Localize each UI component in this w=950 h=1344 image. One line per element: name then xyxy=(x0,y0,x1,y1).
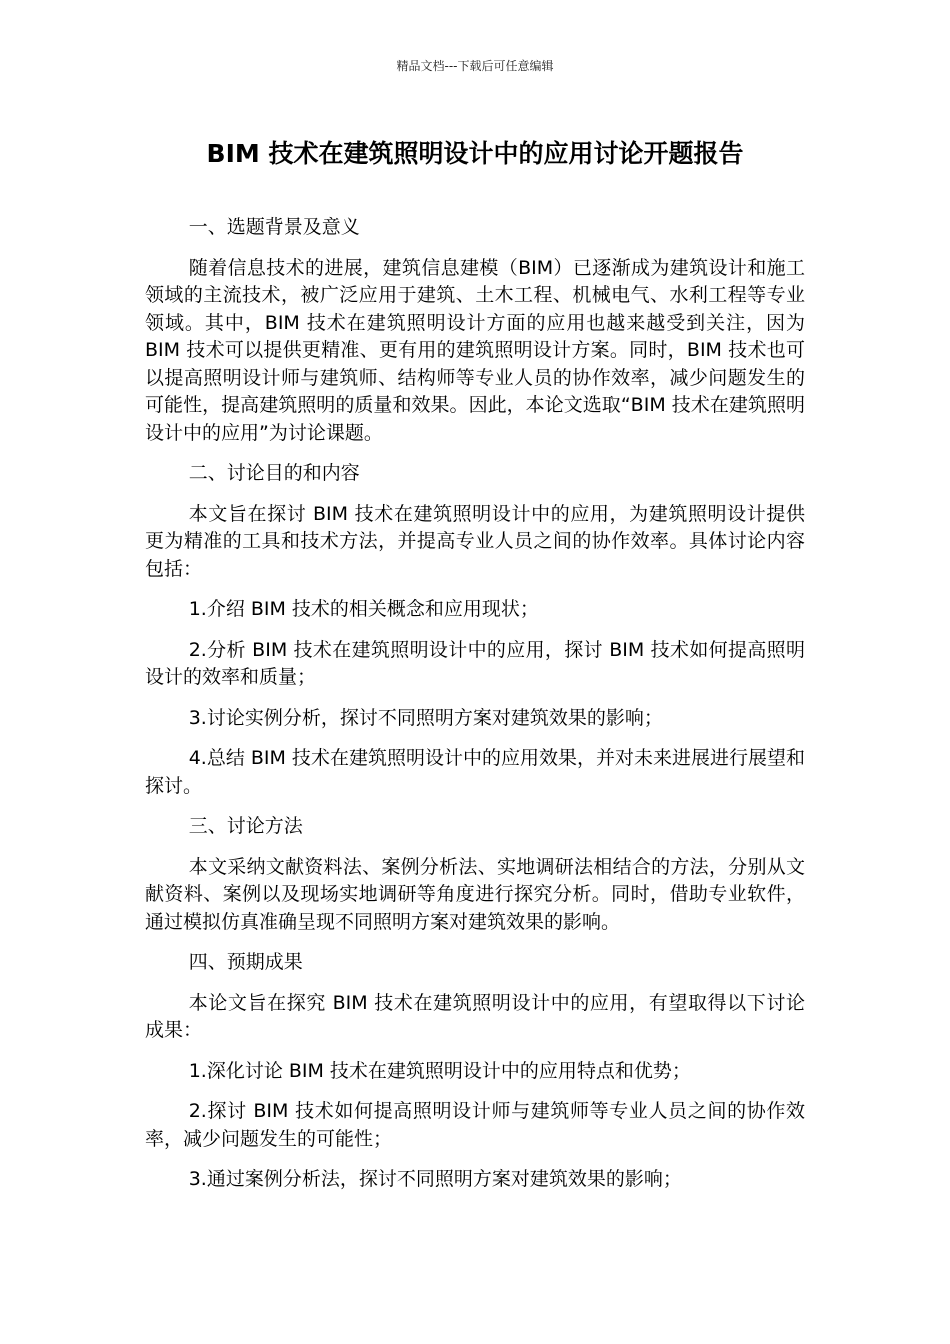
body-paragraph: 本文旨在探讨 BIM 技术在建筑照明设计中的应用，为建筑照明设计提供更为精准的工具和技术方法，并提高专业人员之间的协作效率。具体讨论内容包括： xyxy=(145,502,805,580)
list-item: 3.通过案例分析法，探讨不同照明方案对建筑效果的影响； xyxy=(188,1168,682,1190)
list-item: 1.深化讨论 BIM 技术在建筑照明设计中的应用特点和优势； xyxy=(188,1059,691,1082)
document-title: BIM 技术在建筑照明设计中的应用讨论开题报告 xyxy=(206,139,744,168)
list-item: 2.探讨 BIM 技术如何提高照明设计师与建筑师等专业人员之间的协作效率，减少问题发生的可能性； xyxy=(145,1100,805,1150)
section-heading: 一、选题背景及意义 xyxy=(188,216,360,238)
body-paragraph: 本文采纳文献资料法、案例分析法、实地调研法相结合的方法，分别从文献资料、案例以及现场实地调研等角度进行探究分析。同时，借助专业软件，通过模拟仿真准确呈现不同照明方案对建筑效果的影响。 xyxy=(145,855,805,933)
document-body xyxy=(145,214,805,1207)
list-item: 4.总结 BIM 技术在建筑照明设计中的应用效果，并对未来进展进行展望和探讨。 xyxy=(145,747,805,797)
section-heading: 四、预期成果 xyxy=(188,951,303,973)
body-paragraph: 随着信息技术的进展，建筑信息建模（BIM）已逐渐成为建筑设计和施工领域的主流技术，被广泛应用于建筑、土木工程、机械电气、水利工程等专业领域。其中，BIM 技术在建筑照明设计方面的应用也越来越受到关注，因为 BIM 技术可以提供更精准、更有用的建筑照明设计方案。同时，BIM 技术也可以提高照明设计师与建筑师、结构师等专业人员的协作效率，减少问题发生的可能性，提高建筑照明的质量和效果。因此，本论文选取“BIM 技术在建筑照明设计中的应用”为讨论课题。 xyxy=(145,256,805,444)
list-item: 2.分析 BIM 技术在建筑照明设计中的应用，探讨 BIM 技术如何提高照明设计的效率和质量； xyxy=(145,638,805,688)
list-item: 3.讨论实例分析，探讨不同照明方案对建筑效果的影响； xyxy=(188,706,663,729)
body-paragraph: 本论文旨在探究 BIM 技术在建筑照明设计中的应用，有望取得以下讨论成果： xyxy=(145,991,805,1041)
section-heading: 二、讨论目的和内容 xyxy=(188,462,360,484)
header-note: 精品文档---下载后可任意编辑 xyxy=(396,59,554,73)
list-item: 1.介绍 BIM 技术的相关概念和应用现状； xyxy=(188,598,539,620)
section-heading: 三、讨论方法 xyxy=(188,815,303,837)
